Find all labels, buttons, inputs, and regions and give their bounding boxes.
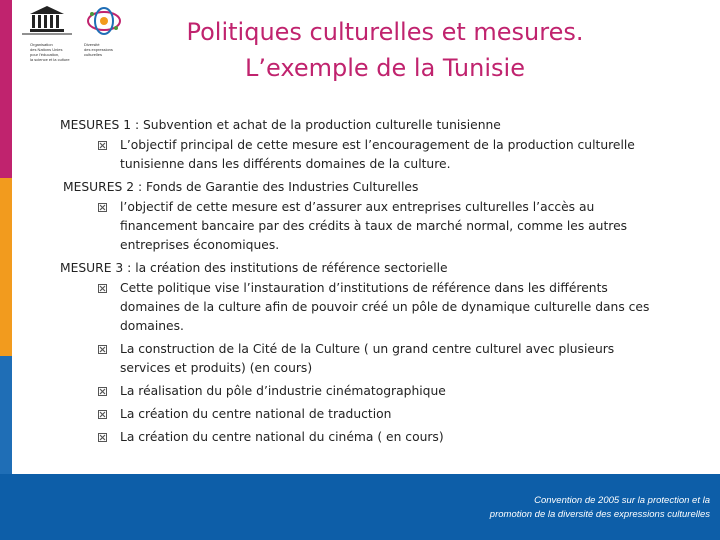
footer-line-2: promotion de la diversité des expressions culturelles [489, 509, 710, 520]
bullet-text: La création du centre national de traduction [120, 407, 392, 421]
logo-area [22, 4, 132, 66]
unesco-caption-line: la science et la culture [30, 57, 70, 62]
convention-caption-line: des expressions [84, 47, 113, 52]
section-heading: MESURE 3 : la création des institutions de référence sectorielle [60, 261, 448, 275]
convention-caption-line: culturelles [84, 52, 103, 57]
unesco-caption-line: Organisation [30, 42, 53, 47]
unesco-caption-line: des Nations Unies [30, 47, 63, 52]
bullet-text: l’objectif de cette mesure est d’assurer aux entreprises culturelles l’accès au financement bancaire par des crédits à taux de marché normal, comme les autres entreprises économiques. [120, 200, 628, 252]
bullet-text: Cette politique vise l’instauration d’institutions de référence dans les différents domaines de la culture afin de pouvoir créé un pôle de dynamique culturelle dans ces domaines. [120, 281, 650, 333]
content-body [60, 116, 680, 451]
section-heading: MESURES 1 : Subvention et achat de la production culturelle tunisienne [60, 118, 501, 132]
cultural-diversity-logo-icon [84, 6, 124, 36]
square-bullet-icon [98, 433, 107, 442]
title-line-2: L’exemple de la Tunisie [245, 54, 525, 82]
side-bar-orange [0, 178, 12, 356]
side-bar-magenta [0, 0, 12, 178]
footer-band [0, 474, 720, 540]
square-bullet-icon [98, 284, 107, 293]
square-bullet-icon [98, 387, 107, 396]
square-bullet-icon [98, 203, 107, 212]
convention-caption-line: Diversité [84, 42, 100, 47]
bullet-item [60, 382, 660, 401]
bullet-item [60, 405, 660, 424]
footer-caption [410, 494, 710, 522]
bullet-text: La création du centre national du cinéma ( en cours) [120, 430, 444, 444]
bullet-item [60, 279, 660, 336]
bullet-text: La construction de la Cité de la Culture ( un grand centre culturel avec plusieurs services et produits) (en cours) [120, 342, 615, 375]
square-bullet-icon [98, 345, 107, 354]
bullet-item [60, 136, 660, 174]
bullet-item [60, 340, 660, 378]
unesco-logo-icon [22, 4, 72, 36]
square-bullet-icon [98, 410, 107, 419]
side-bar-blue [0, 356, 12, 474]
bullet-item [60, 428, 660, 447]
title-line-1: Politiques culturelles et mesures. [186, 18, 584, 46]
square-bullet-icon [98, 141, 107, 150]
section-heading: MESURES 2 : Fonds de Garantie des Industries Culturelles [63, 180, 419, 194]
bullet-text: La réalisation du pôle d’industrie cinématographique [120, 384, 446, 398]
unesco-caption [30, 42, 78, 62]
footer-line-1: Convention de 2005 sur la protection et la [534, 495, 710, 506]
bullet-item [60, 198, 660, 255]
page-title [120, 14, 650, 86]
unesco-caption-line: pour l'éducation, [30, 52, 60, 57]
bullet-text: L’objectif principal de cette mesure est l’encouragement de la production culturelle tunisienne dans les différents domaines de la culture. [120, 138, 635, 171]
